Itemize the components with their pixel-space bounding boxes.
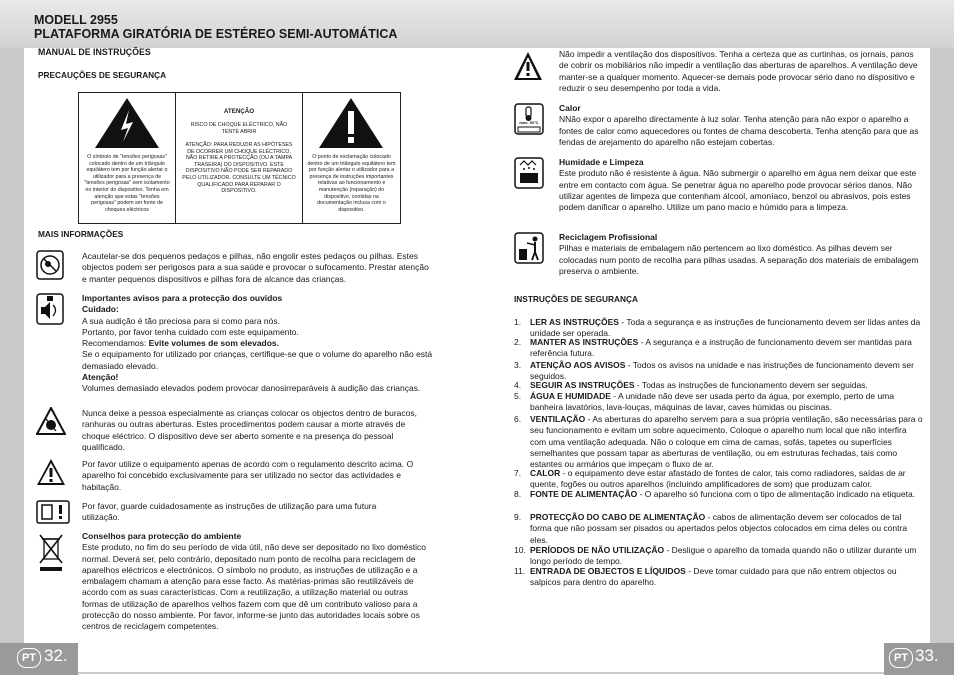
manual-heading: MANUAL DE INSTRUÇÕES	[38, 47, 151, 57]
ventilation-text: Não impedir a ventilação dos dispositivos. Tenha a certeza que as curtinhas, os jornais, panos de cobrir os mobiliários não impedir a ventilação das aberturas de aparelhos. A ventilação deve manter-se a qualquer momento. Aquecer-se demais pode provocar sério dano no dispositivo e reduzir o seu desempenho por toda a vida.	[559, 49, 918, 93]
environment-title: Conselhos para protecção do ambiente	[82, 531, 242, 541]
manual-book-icon	[36, 500, 70, 524]
item-number: 8.	[514, 489, 522, 499]
item-title: ENTRADA DE OBJECTOS E LÍQUIDOS	[530, 566, 686, 576]
warning-cell-exclamation	[303, 93, 400, 223]
recycling-section	[559, 232, 929, 277]
attention-subtitle: RISCO DE CHOQUE ELÉCTRICO, NÃO TENTE ABRIR	[190, 122, 288, 135]
small-parts-icon	[36, 250, 64, 280]
item-number: 11.	[514, 566, 526, 576]
item-title: PERÍODOS DE NÃO UTILIZAÇÃO	[530, 545, 665, 555]
voltage-text: O símbolo de "tensões perigosas" colocado dentro de um triângulo equilátero tem por função alertar o utilizador para a presença de "tensões perigosas" sem isolamento no interior do dispositivo. Tenha em atenção que estas "tensões perigosas" podem ser fonte de choques eléctricos	[84, 154, 170, 213]
left-margin-bar	[0, 48, 24, 643]
hearing-title: Importantes avisos para a protecção dos ouvidos	[82, 293, 283, 303]
warning-cell-center	[176, 93, 303, 223]
item-number: 7.	[514, 468, 522, 478]
recycling-text: Pilhas e materiais de embalagem não pertencem ao lixo doméstico. As pilhas devem ser colocadas num ponto de recolha para pilhas usadas. A separação dos materiais de embalagem preserva o ambiente.	[559, 243, 919, 276]
more-info-heading: MAIS INFORMAÇÕES	[38, 229, 124, 239]
heat-title: Calor	[559, 103, 581, 113]
recommend-bold: Evite volumes de som elevados.	[148, 338, 280, 349]
recommend-lead: Recomendamos:	[82, 338, 149, 349]
model-title: MODELL 2955	[34, 13, 118, 27]
item-text: - O aparelho só funciona com o tipo de alimentação indicado na etiqueta.	[637, 489, 916, 499]
warning-triangle-icon	[36, 458, 66, 486]
page-number-left: 32.	[44, 646, 68, 665]
recycling-title: Reciclagem Profissional	[559, 232, 658, 242]
warning-box	[78, 92, 401, 224]
footer-rule	[78, 672, 884, 674]
hearing-section	[82, 293, 437, 395]
precautions-heading: PRECAUÇÕES DE SEGURANÇA	[38, 70, 167, 80]
hearing-line-3: Se o equipamento for utilizado por crianças, certifique-se que o volume do aparelho não está demasiado elevado.	[82, 349, 433, 371]
warning-cell-voltage	[79, 93, 176, 223]
item-text: - Toda a segurança e as instruções de funcionamento devem ser lidas antes da unidade ser operada.	[530, 317, 921, 339]
heat-thermometer-icon	[514, 103, 544, 135]
item-title: ATENÇÃO AOS AVISOS	[530, 360, 626, 370]
item-number: 1.	[514, 317, 522, 327]
attention-title: ATENÇÃO	[223, 108, 255, 115]
recommend-line	[82, 338, 437, 349]
item-text: - As aberturas do aparelho servem para a sua própria ventilação, são necessárias para o seu funcionamento e evitam um sobre aquecimento. Coloque o aparelho num local que não interfira com uma ventilação adequada. Não o coloque em cima de camas, sofás, tapetes ou superfícies semelhantes que possam tapar as aberturas de ventilação, ou em estruturas fechadas, tais como estantes ou armários que impeçam o fluxo de ar.	[530, 414, 923, 470]
item-title: VENTILAÇÃO	[530, 414, 586, 424]
attention-label: Atenção!	[82, 372, 119, 383]
item-title: ÁGUA E HUMIDADE	[530, 391, 611, 401]
environment-section	[82, 531, 434, 633]
item-text: - Deve tomar cuidado para que não entrem objectos ou salpicos para dentro do aparelho.	[530, 566, 897, 588]
humidity-title: Humidade e Limpeza	[559, 157, 644, 167]
safety-instructions-heading: INSTRUÇÕES DE SEGURANÇA	[514, 294, 639, 304]
recycling-person-icon	[514, 232, 544, 264]
item-number: 10.	[514, 545, 526, 555]
attention-text: ATENÇÃO: PARA REDUZIR AS HIPÓTESES DE OCORRER UM CHOQUE ELÉCTRICO, NÃO RETIRE A PROTECÇÃO (OU A TAMPA TRASEIRA) DO DISPOSITIVO. ESTE DISPOSITIVO NÃO PODE SER REPARADO PELO UTILIZADOR. CONSULTE UM TÉCNICO QUALIFICADO PARA REPARAR O DISPOSITIVO.	[182, 142, 296, 195]
lightning-triangle-icon	[93, 96, 161, 150]
item-title: MANTER AS INSTRUÇÕES	[530, 337, 639, 347]
right-margin-bar	[930, 48, 954, 643]
item-text: - cabos de alimentação devem ser colocados de tal forma que não possam ser pisados ou apertados pelos objectos colocados em cima deles ou contra eles.	[530, 512, 908, 545]
humidity-section	[559, 157, 929, 213]
caution-label: Cuidado:	[82, 304, 119, 315]
hearing-line-2: Portanto, por favor tenha cuidado com este equipamento.	[82, 326, 299, 337]
item-number: 6.	[514, 414, 522, 424]
exclamation-text: O ponto de exclamação colocado dentro de um triângulo equilátero tem por função alertar o utilizador para a presença de instruções importantes relativas ao funcionamento e manutenção (reparação) do dispositivo, contidas na documentação inclusa com o dispositivo.	[307, 154, 396, 213]
hearing-line-1: A sua audição é tão preciosa para si como para nós.	[82, 315, 280, 326]
small-parts-text: Acautelar-se dos pequenos pedaços e pilhas, não engolir estes pedaços ou pilhas. Estes objectos podem ser perigosos para a sua saúde e provocar o sufocamento. Prestar atenção e manter pequenos dispositivos e pilhas fora de alcance das crianças.	[82, 251, 429, 284]
item-text: - Desligue o aparelho da tomada quando não o utilizar durante um longo período de tempo.	[530, 545, 917, 567]
hearing-line-4: Volumes demasiado elevados podem provocar danosirreparáveis à audição das crianças.	[82, 383, 421, 394]
water-splash-icon	[514, 157, 544, 189]
item-title: CALOR	[530, 468, 561, 478]
item-number: 2.	[514, 337, 522, 347]
item-title: PROTECÇÃO DO CABO DE ALIMENTAÇÃO	[530, 512, 706, 522]
product-title: PLATAFORMA GIRATÓRIA DE ESTÉREO SEMI-AUTOMÁTICA	[34, 27, 398, 41]
lang-badge-left: PT	[17, 648, 41, 668]
humidity-text: Este produto não é resistente à água. Não submergir o aparelho em água nem deixar que este entre em contacto com água. Se penetrar água no aparelho pode provocar sérios danos. Não utilizar agentes de limpeza que contenham álcool, amoníaco, benzol ou abrasivos, pois estes podem danificar o aparelho. Utilize um pano macio e húmido para a limpeza.	[559, 168, 917, 213]
item-text: - Todos os avisos na unidade e nas instruções de funcionamento devem ser seguidos.	[530, 360, 914, 382]
item-title: LER AS INSTRUÇÕES	[530, 317, 619, 327]
heat-text: NNão expor o aparelho directamente à luz solar. Tenha atenção para não expor o aparelho a fontes de calor como aquecedores ou fontes de chama descoberta. Tenha atenção para que as fendas de arejamento do aparelho não estejam cobertas.	[559, 114, 919, 147]
heat-section	[559, 103, 929, 148]
lang-badge-right: PT	[889, 648, 913, 668]
weee-bin-icon	[38, 533, 64, 573]
item-number: 9.	[514, 512, 522, 522]
keep-manual-text: Por favor, guarde cuidadosamente as instruções de utilização para uma futura utilização.	[82, 501, 377, 523]
objects-text: Nunca deixe a pessoa especialmente as crianças colocar os objectos dentro de buracos, ranhuras ou outras aberturas. Estes procedimentos podem causar a morte através de choque eléctrico. O dispositivo deve ser aberto somente e na presença do pessoal qualificado.	[82, 408, 417, 452]
hearing-icon	[36, 293, 64, 325]
heat-icon-label: max. 50°C	[519, 120, 539, 125]
item-text: - o equipamento deve estar afastado de fontes de calor, tais como radiadores, saídas de ar quente, fogões ou outros aparelhos (incluindo amplificadores de som) que produzam calor.	[530, 468, 906, 490]
item-title: SEGUIR AS INSTRUÇÕES	[530, 380, 635, 390]
item-text: - A unidade não deve ser usada perto da água, por exemplo, perto de uma banheira lavatórios, lava-louças, máquinas de lavar, caves húmidas ou piscinas.	[530, 391, 894, 413]
item-text: - A segurança e a instrução de funcionamento devem ser mantidas para referência futura.	[530, 337, 912, 359]
page-number-right: 33.	[915, 646, 939, 665]
item-number: 3.	[514, 360, 522, 370]
item-title: FONTE DE ALIMENTAÇÃO	[530, 489, 638, 499]
item-number: 5.	[514, 391, 522, 401]
exclamation-triangle-icon	[317, 96, 385, 150]
objects-danger-icon	[36, 407, 66, 435]
usage-text: Por favor utilize o equipamento apenas de acordo com o regulamento descrito acima. O aparelho foi concebido exclusivamente para ser utilizado no sector das actividades e habitação.	[82, 459, 414, 492]
item-text: - Todas as instruções de funcionamento devem ser seguidas.	[634, 380, 868, 390]
environment-text: Este produto, no fim do seu período de vida útil, não deve ser depositado no lixo doméstico normal. Deverá ser, pelo contrário, depositado num ponto de recolha para reciclagem de aparelhos eléctricos e electrónicos. O símbolo no produto, as instruções de utilização e a embalagem chamam a atenção para esse facto. As matérias-primas são reutilizáveis de acordo com as suas características. Com a reutilização, a utilização material ou outras formas de utilização de aparelhos velhos fazem com que dê um contributo valioso para a protecção do nosso ambiente. Por favor, informe-se junto das autoridades locais sobre os centros de reciclagem competentes.	[82, 542, 426, 632]
ventilation-warning-icon	[513, 50, 543, 82]
item-number: 4.	[514, 380, 522, 390]
